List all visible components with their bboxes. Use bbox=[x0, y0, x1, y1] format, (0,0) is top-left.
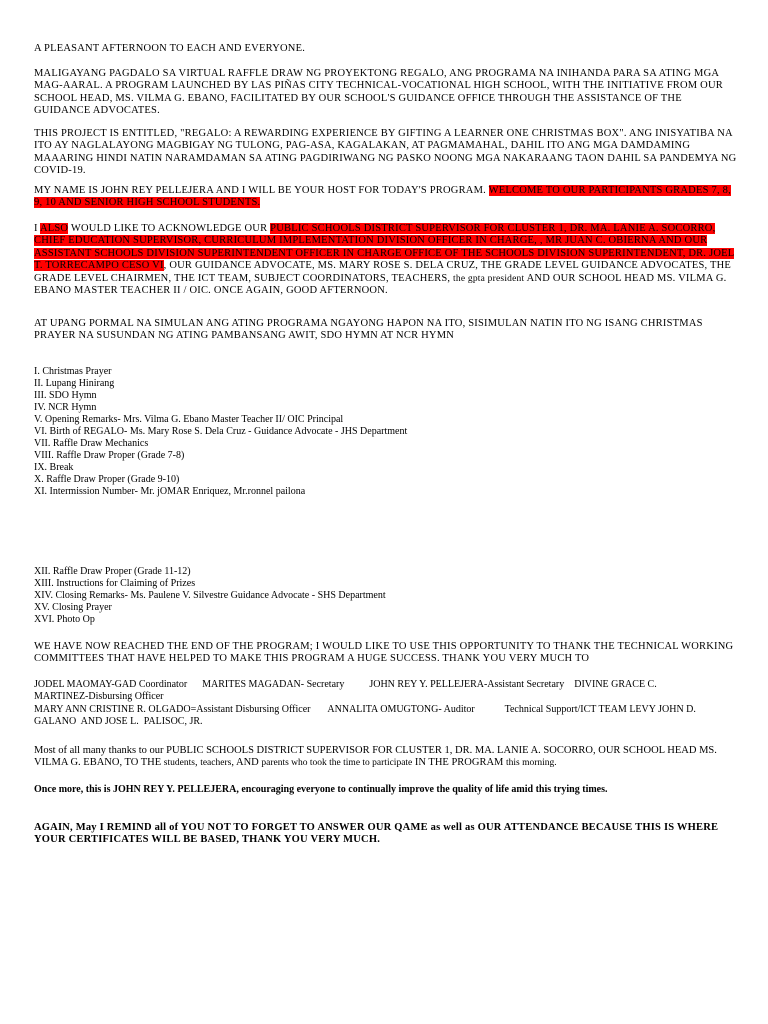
host-text: MY NAME IS JOHN REY PELLEJERA AND I WILL BE YOUR HOST FOR TODAY'S PROGRAM. bbox=[34, 185, 489, 196]
program-item: V. Opening Remarks- Mrs. Vilma G. Ebano Master Teacher II/ OIC Principal bbox=[34, 414, 344, 425]
thanks-paragraph bbox=[34, 745, 740, 770]
thanks-teachers: teachers bbox=[200, 758, 232, 769]
acknowledge-paragraph bbox=[34, 223, 740, 297]
start-paragraph: AT UPANG PORMAL NA SIMULAN ANG ATING PROGRAMA NGAYONG HAPON NA ITO, SISIMULAN NATIN ITO NG ISANG CHRISTMAS PRAYER NA SUSUNDAN NG ATING PAMBANSANG AWIT, SDO HYMN AT NCR HYMN bbox=[34, 318, 703, 342]
host-paragraph bbox=[34, 185, 740, 210]
thanks-text-5: , AND bbox=[231, 757, 262, 769]
program-item: IX. Break bbox=[34, 462, 74, 473]
program-item: XIII. Instructions for Claiming of Prizes bbox=[34, 578, 196, 589]
program-item: XII. Raffle Draw Proper (Grade 11-12) bbox=[34, 566, 191, 577]
program-item: X. Raffle Draw Proper (Grade 9-10) bbox=[34, 474, 180, 485]
program-item: VII. Raffle Draw Mechanics bbox=[34, 438, 149, 449]
welcome-participants-highlight: WELCOME TO OUR PARTICIPANTS GRADES 7, 8, 9, 10 AND SENIOR HIGH SCHOOL STUDENTS. bbox=[34, 185, 731, 209]
program-item: II. Lupang Hinirang bbox=[34, 378, 115, 389]
thanks-parents: parents who took the time to participate bbox=[261, 758, 413, 769]
thanks-text-3: , bbox=[194, 757, 201, 769]
program-list-part1 bbox=[34, 366, 740, 498]
greeting: A PLEASANT AFTERNOON TO EACH AND EVERYONE. bbox=[34, 43, 306, 54]
committee-list bbox=[34, 679, 740, 729]
thanks-text-7: IN THE PROGRAM bbox=[412, 757, 506, 769]
committee-line: MARTINEZ-Disbursing Officer bbox=[34, 691, 164, 703]
program-item: VIII. Raffle Draw Proper (Grade 7-8) bbox=[34, 450, 185, 461]
end-paragraph: WE HAVE NOW REACHED THE END OF THE PROGRAM; I WOULD LIKE TO USE THIS OPPORTUNITY TO THANK THE TECHNICAL WORKING COMMITTEES THAT HAVE HELPED TO MAKE THIS PROGRAM A HUGE SUCCESS. THANK YOU VERY MUCH TO bbox=[34, 641, 734, 665]
program-item: XVI. Photo Op bbox=[34, 614, 95, 625]
ack-text-5: , OUR GUIDANCE ADVOCATE, MS. MARY ROSE S. DELA CRUZ, THE GRADE LEVEL GUIDANCE ADVOCATES, THE GRADE LEVEL CHAIRMEN, THE ICT TEAM, SUBJECT COORDINATORS, TEACHERS, bbox=[34, 260, 732, 284]
ack-gpta-text: the gpta president bbox=[453, 273, 525, 284]
ack-officials-highlight: PUBLIC SCHOOLS DISTRICT SUPERVISOR FOR CLUSTER 1, DR. MA. LANIE A. SOCORRO, CHIEF EDUCATION SUPERVISOR, CURRICULUM IMPLEMENTATION DIVISION OFFICER IN CHARGE, , MR JUAN C. OBIERNA AND OUR ASSISTANT SCHOOLS DIVISION SUPERINTENDENT OFFICER IN CHARGE OFFICE OF THE SCHOOLS DIVISION SUPERINTENDENT, DR. JOEL T. TORRECAMPO CESO VI bbox=[34, 223, 735, 272]
final-paragraph: AGAIN, May I REMIND all of YOU NOT TO FORGET TO ANSWER OUR QAME as well as OUR ATTENDANCE BECAUSE THIS IS WHERE YOUR CERTIFICATES WILL BE BASED, THANK YOU VERY MUCH. bbox=[34, 822, 719, 846]
program-item: I. Christmas Prayer bbox=[34, 366, 112, 377]
ack-text-3: WOULD LIKE TO ACKNOWLEDGE OUR bbox=[68, 223, 271, 234]
program-item: XIV. Closing Remarks- Ms. Paulene V. Silvestre Guidance Advocate - SHS Department bbox=[34, 590, 386, 601]
ack-also-highlight: ALSO bbox=[39, 223, 69, 234]
thanks-text-1: Most of all many thanks to our PUBLIC SCHOOLS DISTRICT SUPERVISOR FOR CLUSTER 1, DR. MA. LANIE A. SOCORRO, OUR SCHOOL HEAD MS. VILMA G. EBANO, TO THE bbox=[34, 745, 717, 769]
program-list-part2 bbox=[34, 566, 740, 626]
program-item: IV. NCR Hymn bbox=[34, 402, 97, 413]
program-item: XV. Closing Prayer bbox=[34, 602, 112, 613]
thanks-morning: this morning. bbox=[506, 758, 557, 769]
ack-text-7: AND OUR SCHOOL HEAD MS. VILMA G. EBANO MASTER TEACHER II / OIC. ONCE AGAIN, GOOD AFTERNOON. bbox=[34, 272, 727, 297]
program-item: XI. Intermission Number- Mr. jOMAR Enriquez, Mr.ronnel pailona bbox=[34, 486, 306, 497]
project-paragraph: THIS PROJECT IS ENTITLED, "REGALO: A REWARDING EXPERIENCE BY GIFTING A LEARNER ONE CHRISTMAS BOX". ANG INISYATIBA NA ITO AY NAGLALAYONG MAGBIGAY NG TULONG, PAG-ASA, KAGALAKAN, AT PAGMAMAHAL, DAHIL ITO ANG MGA DAMDAMING MAAARING HINDI NATIN NARAMDAMAN SA ATING PAGDIRIWANG NG PASKO NOONG MGA NAKARAANG TAON DAHIL SA PANDEMYA NG COVID-19. bbox=[34, 128, 737, 177]
committee-line: JODEL MAOMAY-GAD Coordinator MARITES MAGADAN- Secretary JOHN REY Y. PELLEJERA-Assistant Secretary DIVINE GRACE C. bbox=[34, 679, 657, 690]
thanks-students: students bbox=[163, 758, 195, 769]
welcome-paragraph: MALIGAYANG PAGDALO SA VIRTUAL RAFFLE DRAW NG PROYEKTONG REGALO, ANG PROGRAMA NA INIHANDA PARA SA ATING MGA MAG-AARAL. A PROGRAM LAUNCHED BY LAS PIÑAS CITY TECHNICAL-VOCATIONAL HIGH SCHOOL, WITH THE INITIATIVE FROM OUR SCHOOL HEAD, MS. VILMA G. EBANO, FACILITATED BY OUR SCHOOL'S GUIDANCE OFFICE THROUGH THE ASSISTANCE OF THE GUIDANCE ADVOCATES. bbox=[34, 68, 723, 117]
program-item: VI. Birth of REGALO- Ms. Mary Rose S. Dela Cruz - Guidance Advocate - JHS Department bbox=[34, 426, 408, 437]
closing-line: Once more, this is JOHN REY Y. PELLEJERA, encouraging everyone to continually improve the quality of life amid this trying times. bbox=[34, 784, 608, 795]
committee-line: MARY ANN CRISTINE R. OLGADO=Assistant Disbursing Officer ANNALITA OMUGTONG- Auditor Technical Support/ICT TEAM LEVY JOHN D. bbox=[34, 703, 696, 715]
ack-text-1: I bbox=[34, 223, 40, 234]
committee-line: GALANO AND JOSE L. PALISOC, JR. bbox=[34, 716, 203, 728]
program-item: III. SDO Hymn bbox=[34, 390, 97, 401]
